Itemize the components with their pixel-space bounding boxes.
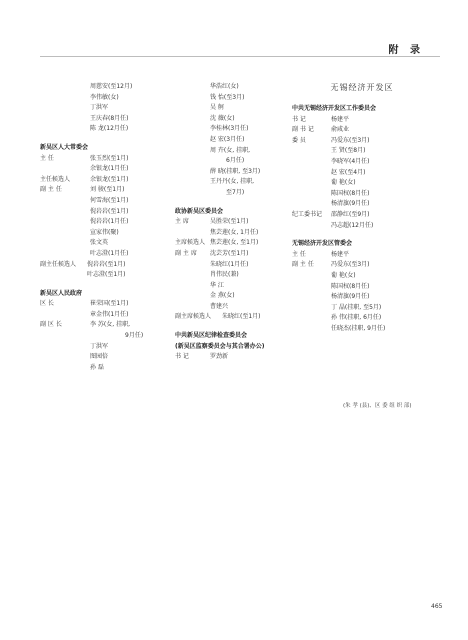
role-label: 主席候选人 <box>175 239 206 247</box>
entry-line <box>292 199 432 210</box>
entry-line <box>292 271 432 282</box>
person-name: 张文英 <box>90 239 109 247</box>
person-name: 李桂林(3月任) <box>210 125 249 133</box>
entry-line <box>175 93 295 104</box>
entry-line <box>292 313 432 324</box>
person-name: 任晓杰(挂职, 9月任) <box>331 324 386 332</box>
person-name: 吴 舸 <box>210 104 224 112</box>
entry-line <box>40 217 160 228</box>
person-name: 华 江 <box>210 281 224 289</box>
entry-line <box>40 103 160 114</box>
entry-line <box>292 221 432 232</box>
section-heading <box>292 104 432 115</box>
person-name: 9月任) <box>125 332 144 340</box>
person-name: 丁 晶(挂职, 至5月) <box>331 303 382 311</box>
page-number: 465 <box>431 603 443 610</box>
column-3 <box>292 82 432 334</box>
region-title: 无锡经济开发区 <box>330 83 394 92</box>
entry-line <box>175 217 295 228</box>
entry-line <box>175 249 295 260</box>
entry-line <box>40 342 160 353</box>
entry-line <box>40 228 160 239</box>
person-name: 华浩红(女) <box>210 83 239 90</box>
entry-line <box>40 114 160 125</box>
entry-line <box>175 146 295 157</box>
role-label: 副 主 席 <box>175 249 197 257</box>
entry-line <box>40 260 160 271</box>
person-name: 李晓军(4月任) <box>331 157 370 165</box>
person-name: 孙 磊 <box>90 363 104 371</box>
person-name: 杨建平 <box>331 115 350 123</box>
person-name: 俞咸业 <box>331 126 350 134</box>
person-name: 吴胜荣(至1月) <box>210 218 249 226</box>
source-note: (朱 孝 (县)、区 委 组 织 部) <box>343 403 412 409</box>
role-label: 副主任候选人 <box>40 260 77 268</box>
person-name: 刘 骏(至1月) <box>90 186 125 194</box>
person-name: 冯爱东(至3月) <box>331 136 370 144</box>
entry-line <box>175 167 295 178</box>
entry-line <box>292 292 432 303</box>
person-name: 王庆春(8月任) <box>90 114 129 122</box>
entry-line <box>292 178 432 189</box>
entry-line <box>175 260 295 271</box>
section-title: 附 录 <box>388 45 424 56</box>
entry-line <box>40 238 160 249</box>
person-name: 杨清旗(9月任) <box>331 200 370 208</box>
entry-line <box>175 312 295 323</box>
person-name: 沈芸芳(至1月) <box>210 249 249 257</box>
person-name: 张玉烈(至1月) <box>90 154 129 162</box>
role-label: 主 席 <box>175 218 189 226</box>
section-heading <box>40 143 160 154</box>
person-name: 章金伟(1月任) <box>90 310 129 318</box>
person-name: 邵静红(至9月) <box>331 210 370 218</box>
entry-line <box>292 125 432 136</box>
person-name: 叶志澄(1月任) <box>90 249 129 257</box>
entry-line <box>292 189 432 200</box>
entry-line <box>175 156 295 167</box>
section-heading-text: 新吴区人大常委会 <box>40 143 89 151</box>
person-name: 何雪海(至1月) <box>90 196 129 204</box>
entry-line <box>292 303 432 314</box>
entry-line <box>40 164 160 175</box>
person-name: 6月任) <box>226 157 245 165</box>
person-name: 朱晓红(1月任) <box>210 260 249 268</box>
role-label: 副 书 记 <box>292 126 314 134</box>
entry-line <box>175 114 295 125</box>
person-name: 葡 艳(女) <box>331 179 356 187</box>
entry-line <box>40 331 160 342</box>
section-heading <box>292 239 432 250</box>
role-label: 纪工委书记 <box>292 210 323 218</box>
entry-line <box>292 146 432 157</box>
entry-line <box>292 115 432 126</box>
entry-line <box>40 299 160 310</box>
entry-line <box>175 135 295 146</box>
entry-line <box>40 363 160 374</box>
column-2 <box>175 82 295 363</box>
entry-line <box>40 82 160 93</box>
entry-line <box>175 103 295 114</box>
entry-line <box>40 93 160 104</box>
person-name: 余银龙(至1月) <box>90 175 129 183</box>
spacer <box>292 231 432 239</box>
role-label: 副 主 任 <box>292 261 314 269</box>
spacer <box>40 281 160 289</box>
person-name: 周慈安(至12月) <box>90 83 133 90</box>
person-name: 焦芸莲(女, 1月任) <box>210 228 259 236</box>
person-name: 图园倍 <box>90 353 109 361</box>
entry-line <box>292 210 432 221</box>
person-name: 倪岩岩(至1月) <box>87 260 126 268</box>
section-heading <box>175 342 295 353</box>
entry-line <box>40 185 160 196</box>
section-heading <box>40 289 160 300</box>
section-heading-text: 中共新吴区纪律检查委员会 <box>175 332 248 340</box>
person-name: 倪岩岩(至1月) <box>90 207 129 215</box>
entry-line <box>175 124 295 135</box>
entry-line <box>292 324 432 335</box>
entry-line <box>175 238 295 249</box>
entry-line <box>292 282 432 293</box>
person-name: 李 苏(女, 挂职, <box>90 321 130 329</box>
entry-line <box>292 168 432 179</box>
person-name: 陈国权(8月任) <box>331 189 370 197</box>
column-1 <box>40 82 160 373</box>
role-label: 主 任 <box>40 154 54 162</box>
entry-line <box>175 177 295 188</box>
section-heading-text: 中共无锡经济开发区工作委员会 <box>292 105 377 112</box>
person-name: 钱 怡(至3月) <box>210 93 245 101</box>
person-name: 陈国权(8月任) <box>331 282 370 290</box>
entry-line <box>40 249 160 260</box>
entry-line <box>175 302 295 313</box>
person-name: 葡 艳(女) <box>331 271 356 279</box>
entry-line <box>175 352 295 363</box>
spacer <box>175 323 295 331</box>
person-name: 至7月) <box>226 188 245 196</box>
role-label: 主 任 <box>292 250 306 258</box>
person-name: 曹建兴 <box>210 302 229 310</box>
section-heading-text: 政协新吴区委员会 <box>175 207 224 215</box>
person-name: 王丹丹(女, 挂职, <box>210 178 255 186</box>
entry-line <box>40 175 160 186</box>
spacer <box>40 135 160 143</box>
person-name: 赵 宏(3月任) <box>210 135 245 143</box>
role-label: 书 记 <box>292 115 306 123</box>
role-label: 副 主 任 <box>40 186 62 194</box>
person-name: 周 卉(女, 挂职, <box>210 146 250 154</box>
entry-line <box>40 270 160 281</box>
entry-line <box>292 250 432 261</box>
section-heading-text: 新吴区人民政府 <box>40 289 83 297</box>
entry-line <box>40 352 160 363</box>
person-name: 罗劲新 <box>210 353 229 361</box>
entry-line <box>175 270 295 281</box>
entry-line <box>292 260 432 271</box>
role-label: 书 记 <box>175 353 189 361</box>
person-name: 宣家伟(聚) <box>90 228 119 236</box>
person-name: 金 燕(女) <box>210 292 235 300</box>
role-label: 副 区 长 <box>40 321 62 329</box>
person-name: 孙 伟(挂职, 6月任) <box>331 314 382 322</box>
person-name: 丁洪军 <box>90 342 109 350</box>
entry-line <box>40 320 160 331</box>
role-label: 区 长 <box>40 300 54 308</box>
header-rule <box>40 56 440 57</box>
spacer <box>175 199 295 207</box>
person-name: 冯志超(12月任) <box>331 221 374 229</box>
section-heading <box>175 207 295 218</box>
entry-line <box>40 154 160 165</box>
entry-line <box>175 281 295 292</box>
entry-line <box>175 228 295 239</box>
role-label: 主任候选人 <box>40 175 71 183</box>
section-heading-text: 无锡经济开发区管委会 <box>292 240 353 248</box>
role-label: 委 员 <box>292 136 306 144</box>
entry-line <box>40 124 160 135</box>
person-name: 冯爱东(至3月) <box>331 261 370 269</box>
entry-line <box>40 196 160 207</box>
person-name: 杨建平 <box>331 250 350 258</box>
entry-line <box>40 207 160 218</box>
person-name: 焦芸莲(女, 至1月) <box>210 239 259 247</box>
person-name: 倪岩岩(1月任) <box>90 218 129 226</box>
person-name: 肖伟民(兼) <box>210 271 239 279</box>
person-name: 杨清旗(9月任) <box>331 293 370 301</box>
entry-line <box>292 157 432 168</box>
section-heading <box>175 331 295 342</box>
person-name: 李伟敏(女) <box>90 93 119 101</box>
entry-line <box>40 310 160 321</box>
entry-line <box>175 188 295 199</box>
person-name: 叶志澄(至1月) <box>87 271 126 279</box>
role-label: 副主席候选人 <box>175 313 212 321</box>
person-name: 陈 龙(12月任) <box>90 125 129 133</box>
entry-line <box>292 136 432 147</box>
person-name: 王 贤(至8月) <box>331 147 366 155</box>
entry-line <box>175 291 295 302</box>
section-heading-text: (新吴区监察委员会与其合署办公) <box>175 342 265 350</box>
person-name: 朱晓红(至1月) <box>222 313 261 321</box>
person-name: 丁洪军 <box>90 104 109 112</box>
person-name: 余银龙(1月任) <box>90 165 129 173</box>
person-name: 沈 薇(女) <box>210 114 235 122</box>
entry-line <box>175 82 295 93</box>
person-name: 赵 宏(至4月) <box>331 168 366 176</box>
person-name: 薛 晓(挂职, 至3月) <box>210 167 261 175</box>
person-name: 崔荣国(至1月) <box>90 300 129 308</box>
